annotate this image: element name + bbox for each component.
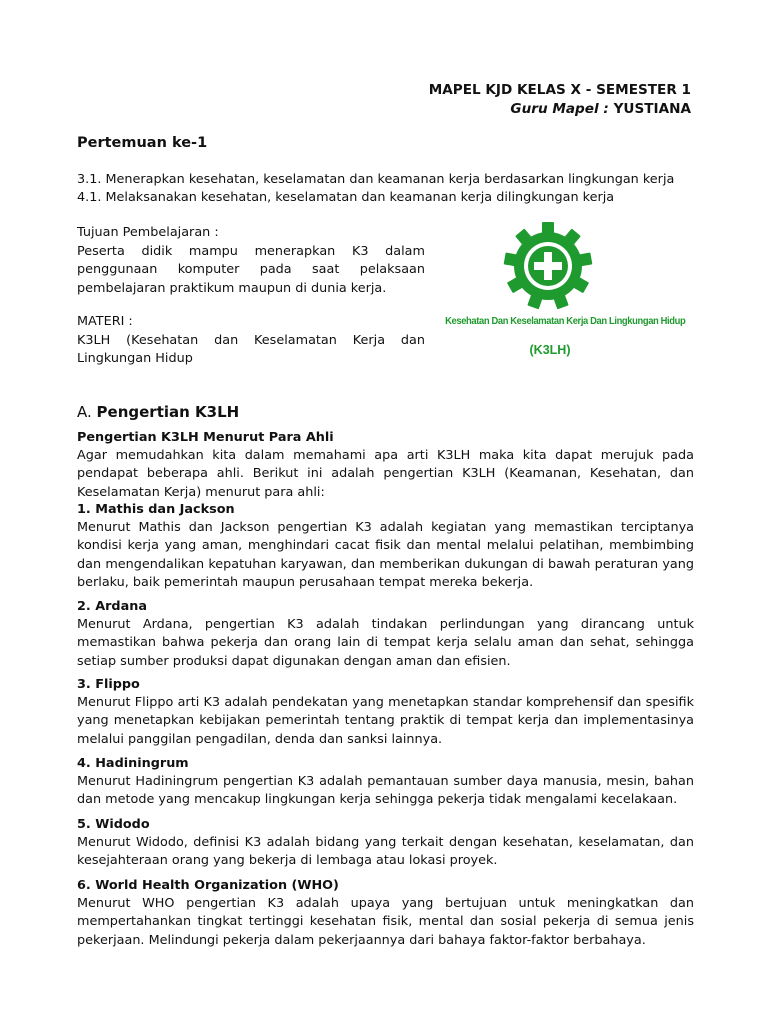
expert-hadiningrum bbox=[77, 755, 694, 810]
subject-class-semester: MAPEL KJD KELAS X - SEMESTER 1 bbox=[428, 82, 691, 98]
expert-name: 1. Mathis dan Jackson bbox=[77, 502, 235, 517]
section-heading bbox=[77, 403, 239, 421]
intro-heading: Pengertian K3LH Menurut Para Ahli bbox=[77, 430, 334, 445]
expert-name: 4. Hadiningrum bbox=[77, 756, 189, 771]
expert-mathis-jackson bbox=[77, 501, 694, 592]
expert-text: Menurut Widodo, definisi K3 adalah bidang yang terkait dengan kesehatan, keselamatan, dan kesejahteraan orang yang bekerja di lembaga atau lokasi proyek. bbox=[77, 835, 694, 869]
expert-name: 5. Widodo bbox=[77, 817, 150, 832]
section-letter: A. bbox=[77, 403, 92, 421]
meeting-title: Pertemuan ke-1 bbox=[77, 135, 208, 151]
material-block bbox=[77, 313, 425, 369]
objective-text: Peserta didik mampu menerapkan K3 dalam penggunaan komputer pada saat pelaksaan pembelajaran praktikum maupun di dunia kerja. bbox=[77, 243, 425, 296]
expert-text: Menurut Ardana, pengertian K3 adalah tindakan perlindungan yang dirancang untuk memastikan bahwa pekerja dan orang lain di tempat kerja selalu aman dan sehat, sehingga setiap sumber produksi dapat digunakan dengan aman dan efisien. bbox=[77, 617, 694, 669]
expert-text: Menurut Mathis dan Jackson pengertian K3 adalah kegiatan yang memastikan terciptanya kondisi kerja yang aman, menghindari cacat fisik dan mental melalui pelatihan, membimbing dan mengendalikan kepatuhan karyawan, dan memberikan dukungan di bawah peraturan yang berlaku, baik pemerintah maupun perusahaan tempat mereka bekerja. bbox=[77, 520, 694, 590]
teacher-label: Guru Mapel : bbox=[510, 101, 609, 117]
expert-text: Menurut WHO pengertian K3 adalah upaya yang bertujuan untuk meningkatkan dan mempertahankan tingkat tertinggi kesehatan fisik, mental dan sosial pekerja di semua jenis pekerjaan. Melindungi pekerja dalam pekerjaannya dari bahaya faktor-faktor berbahaya. bbox=[77, 896, 694, 948]
material-text: K3LH (Kesehatan dan Keselamatan Kerja dan Lingkungan Hidup bbox=[77, 332, 425, 367]
expert-widodo bbox=[77, 816, 694, 871]
gear-cross-icon bbox=[436, 216, 664, 316]
teacher-name: YUSTIANA bbox=[608, 101, 691, 117]
expert-who bbox=[77, 877, 694, 950]
intro-block bbox=[77, 429, 694, 502]
learning-objective bbox=[77, 224, 425, 298]
expert-text: Menurut Hadiningrum pengertian K3 adalah pemantauan sumber daya manusia, mesin, bahan dan metode yang mencakup lingkungan kerja sehingga pekerja tidak mengalami kecelakaan. bbox=[77, 774, 694, 808]
section-title: Pengertian K3LH bbox=[96, 403, 240, 421]
logo-abbreviation: (K3LH) bbox=[529, 343, 571, 357]
expert-name: 2. Ardana bbox=[77, 599, 147, 614]
competency-4-1: 4.1. Melaksanakan kesehatan, keselamatan dan keamanan kerja dilingkungan kerja bbox=[77, 190, 615, 205]
logo-caption: Kesehatan Dan Keselamatan Kerja Dan Lingkungan Hidup bbox=[445, 316, 686, 327]
expert-ardana bbox=[77, 598, 694, 671]
expert-name: 3. Flippo bbox=[77, 677, 140, 692]
k3lh-logo bbox=[436, 216, 686, 372]
expert-flippo bbox=[77, 676, 694, 749]
expert-name: 6. World Health Organization (WHO) bbox=[77, 878, 339, 893]
document-header bbox=[429, 81, 691, 119]
competency-3-1: 3.1. Menerapkan kesehatan, keselamatan dan keamanan kerja berdasarkan lingkungan kerja bbox=[77, 172, 675, 187]
objective-label: Tujuan Pembelajaran : bbox=[77, 225, 219, 240]
teacher-line bbox=[429, 100, 691, 119]
expert-text: Menurut Flippo arti K3 adalah pendekatan yang menetapkan standar komprehensif dan spesifik yang menetapkan kebijakan pemerintah tentang praktik di tempat kerja dan implementasinya melalui panggilan pengadilan, denda dan sanksi lainnya. bbox=[77, 695, 694, 747]
material-label: MATERI : bbox=[77, 314, 133, 329]
intro-text: Agar memudahkan kita dalam memahami apa arti K3LH maka kita dapat merujuk pada pendapat beberapa ahli. Berikut ini adalah pengertian K3LH (Keamanan, Kesehatan, dan Keselamatan Kerja) menurut para ahli: bbox=[77, 448, 694, 500]
